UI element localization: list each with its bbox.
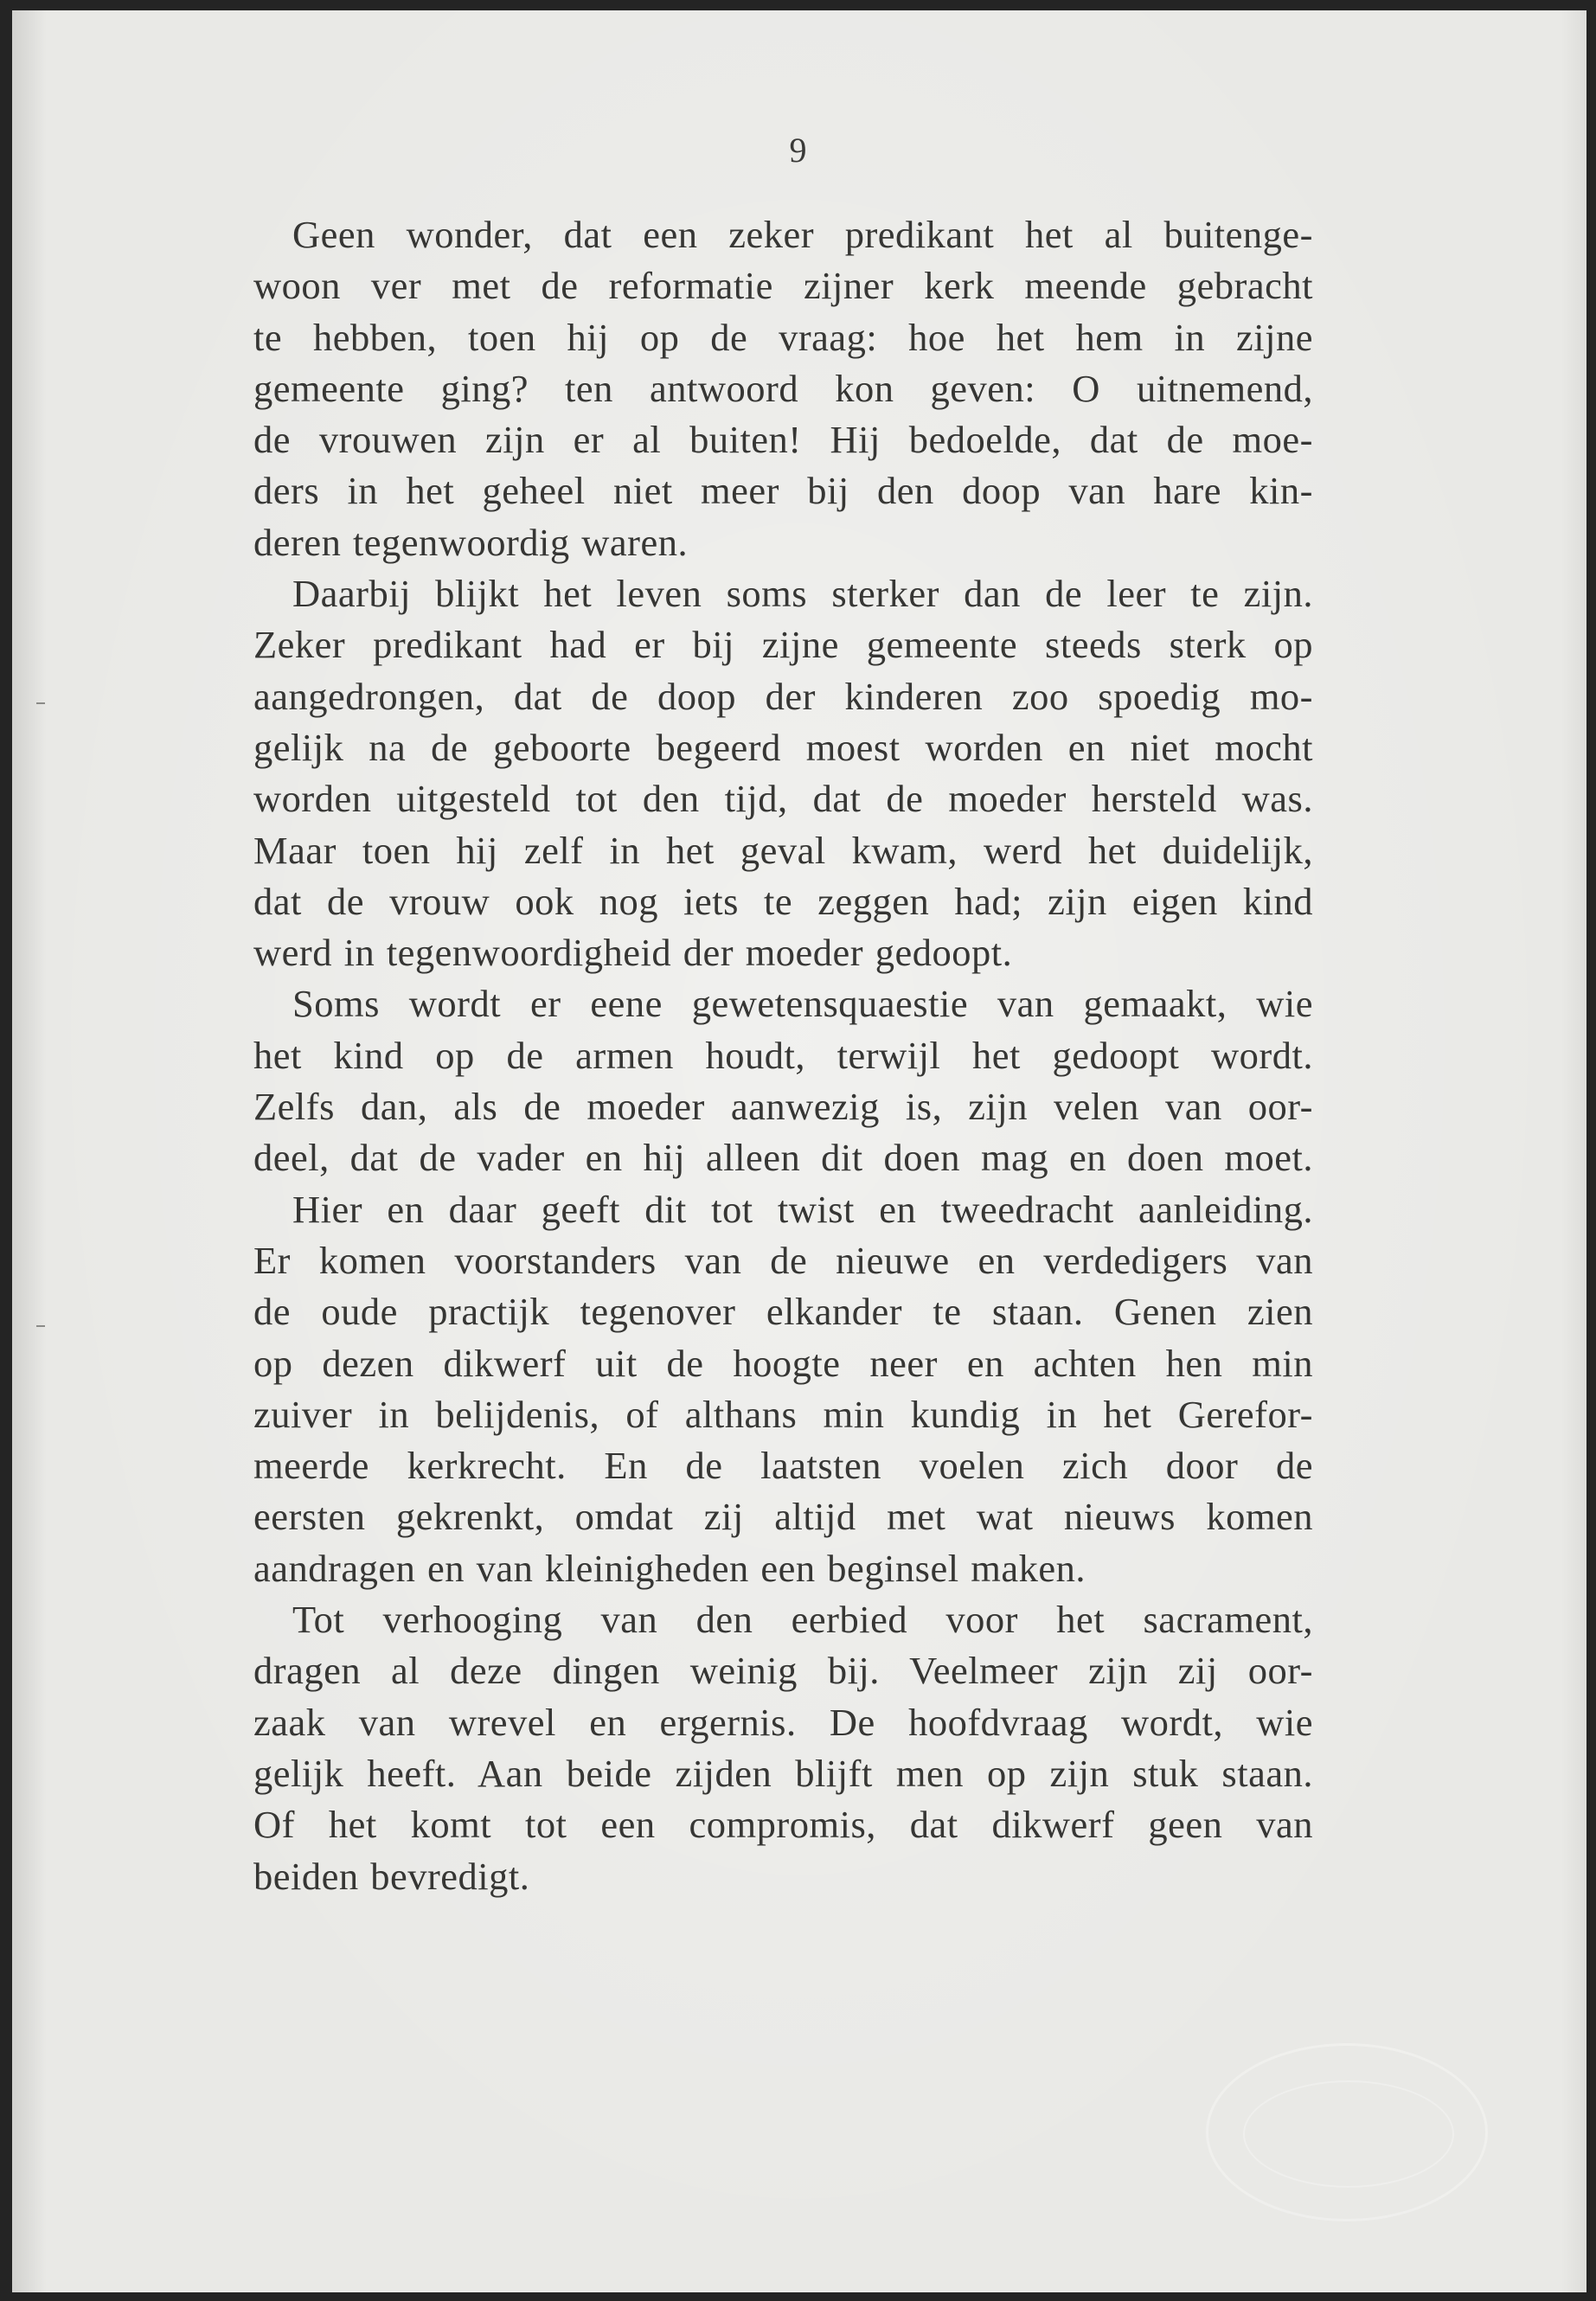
text-line: werd in tegenwoordigheid der moeder gedoopt. [253, 931, 1013, 975]
text-line: deel, dat de vader en hij alleen dit doen mag en doen moet. [253, 1136, 1313, 1180]
text-line: woon ver met de reformatie zijner kerk meende gebracht [253, 264, 1313, 308]
text-line: eersten gekrenkt, omdat zij altijd met wat nieuws komen [253, 1495, 1313, 1539]
body-text [253, 209, 1313, 1902]
text-line: Daarbij blijkt het leven soms sterker dan de leer te zijn. [292, 572, 1313, 616]
text-line: Er komen voorstanders van de nieuwe en verdedigers van [253, 1238, 1313, 1282]
text-line: Zelfs dan, als de moeder aanwezig is, zijn velen van oor- [253, 1085, 1313, 1129]
page-number: 9 [789, 131, 807, 170]
paragraph [253, 1594, 1313, 1902]
text-line: gemeente ging? ten antwoord kon geven: O uitnemend, [253, 366, 1313, 410]
paragraph [253, 568, 1313, 978]
text-line: deren tegenwoordig waren. [253, 520, 689, 564]
library-stamp-inner-ring [1243, 2080, 1454, 2188]
text-line: de oude practijk tegenover elkander te staan. Genen zien [253, 1290, 1313, 1334]
text-line: dat de vrouw ook nog iets te zeggen had; zijn eigen kind [253, 879, 1313, 923]
text-line: zuiver in belijdenis, of althans min kundig in het Gerefor- [253, 1392, 1313, 1436]
text-line: de vrouwen zijn er al buiten! Hij bedoelde, dat de moe- [253, 418, 1313, 462]
text-line: Of het komt tot een compromis, dat dikwerf geen van [253, 1803, 1313, 1847]
text-line: Maar toen hij zelf in het geval kwam, werd het duidelijk, [253, 828, 1313, 872]
text-line: te hebben, toen hij op de vraag: hoe het hem in zijne [253, 315, 1313, 359]
text-line: worden uitgesteld tot den tijd, dat de moeder hersteld was. [253, 777, 1313, 821]
text-line: aangedrongen, dat de doop der kinderen zoo spoedig mo- [253, 674, 1313, 718]
text-line: gelijk heeft. Aan beide zijden blijft men op zijn stuk staan. [253, 1751, 1313, 1795]
text-line: ders in het geheel niet meer bij den doop van hare kin- [253, 469, 1313, 513]
text-line: Hier en daar geeft dit tot twist en tweedracht aanleiding. [292, 1187, 1313, 1231]
text-line: aandragen en van kleinigheden een beginsel maken. [253, 1546, 1086, 1590]
text-line: meerde kerkrecht. En de laatsten voelen zich door de [253, 1444, 1313, 1488]
text-line: het kind op de armen houdt, terwijl het gedoopt wordt. [253, 1033, 1313, 1077]
text-line: zaak van wrevel en ergernis. De hoofdvraag wordt, wie [253, 1700, 1313, 1744]
text-line: gelijk na de geboorte begeerd moest worden en niet mocht [253, 725, 1313, 769]
paragraph [253, 1184, 1313, 1594]
page-edge-marks [36, 616, 54, 1567]
text-line: beiden bevredigt. [253, 1854, 530, 1898]
paragraph [253, 978, 1313, 1183]
edge-mark [36, 1325, 45, 1327]
text-line: op dezen dikwerf uit de hoogte neer en achten hen min [253, 1341, 1313, 1385]
edge-mark [36, 702, 45, 704]
paragraph [253, 209, 1313, 568]
text-line: Soms wordt er eene gewetensquaestie van gemaakt, wie [292, 982, 1313, 1026]
library-stamp-embossing [1206, 2043, 1488, 2221]
text-line: Geen wonder, dat een zeker predikant het al buitenge- [292, 213, 1313, 256]
text-line: Zeker predikant had er bij zijne gemeente steeds sterk op [253, 623, 1313, 667]
text-line: dragen al deze dingen weinig bij. Veelmeer zijn zij oor- [253, 1649, 1313, 1693]
text-line: Tot verhooging van den eerbied voor het sacrament, [292, 1598, 1313, 1642]
